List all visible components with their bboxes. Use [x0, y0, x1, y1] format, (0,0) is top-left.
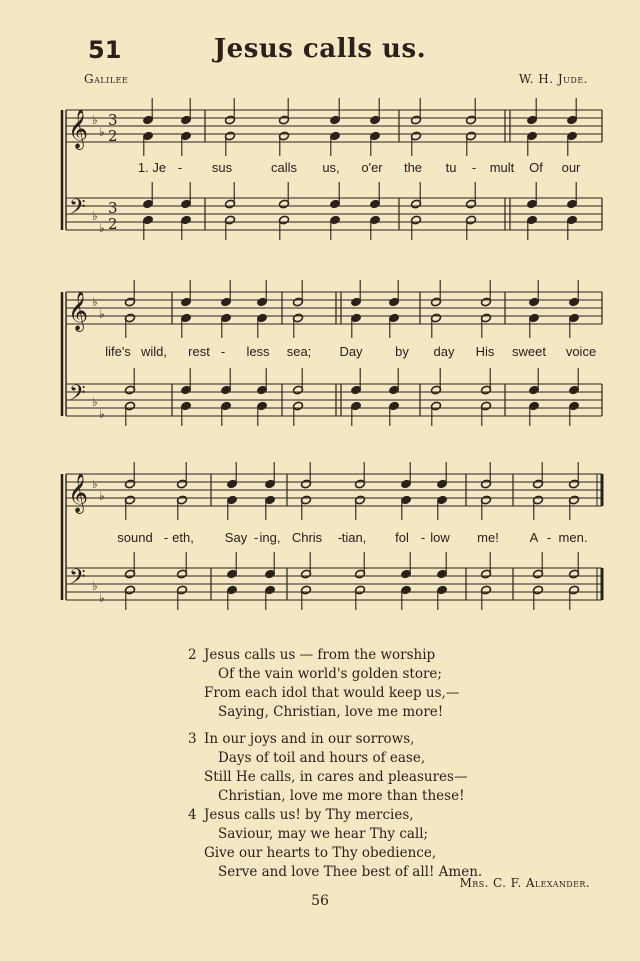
flat-sign: ♭ [99, 125, 105, 139]
lyric-syllable: sus [211, 160, 233, 175]
verse-line: Of the vain world's golden store; [218, 666, 442, 682]
flat-sign: ♭ [92, 395, 98, 409]
time-signature: 2 [108, 127, 118, 145]
flat-sign: ♭ [92, 579, 98, 593]
flat-sign: ♭ [99, 489, 105, 503]
lyric-syllable: rest [188, 344, 210, 359]
lyric-syllable: - [177, 160, 183, 175]
lyric-syllable: - [471, 160, 477, 175]
lyric-syllable: - [253, 530, 259, 545]
lyric-syllable: fol [395, 530, 409, 545]
lyric-syllable: - [337, 530, 343, 545]
treble-clef: 𝄞 [68, 473, 89, 513]
lyric-syllable: - [220, 344, 226, 359]
time-signature: 2 [108, 215, 118, 233]
lyric-syllable: day [433, 344, 455, 359]
lyric-syllable: Day [339, 344, 363, 359]
flat-sign: ♭ [99, 221, 105, 235]
lyric-syllable: men. [558, 530, 588, 545]
lyric-syllable: us, [322, 160, 340, 175]
verse-line: From each idol that would keep us,— [204, 685, 460, 701]
time-signature: 3 [108, 199, 118, 217]
lyric-syllable: our [561, 160, 581, 175]
verse-number: 3 [188, 731, 197, 747]
lyric-syllable: His [475, 344, 495, 359]
time-signature: 3 [108, 111, 118, 129]
lyric-syllable: tian, [341, 530, 367, 545]
lyric-syllable: less [246, 344, 270, 359]
bass-clef: 𝄢 [69, 381, 86, 411]
flat-sign: ♭ [92, 477, 98, 491]
lyric-syllable: sea; [286, 344, 312, 359]
flat-sign: ♭ [99, 591, 105, 605]
lyric-syllable: Of [529, 160, 543, 175]
lyric-syllable: Say [224, 530, 248, 545]
lyric-syllable: wild, [140, 344, 168, 359]
lyric-syllable: low [430, 530, 450, 545]
page-number: 56 [311, 893, 329, 909]
hymn-title: Jesus calls us. [213, 34, 427, 64]
lyric-syllable: 1. Je [137, 160, 167, 175]
tune-name: Galilee [84, 72, 129, 86]
lyric-syllable: o'er [361, 160, 383, 175]
verse-line: Days of toil and hours of ease, [218, 750, 426, 766]
verse-line: Serve and love Thee best of all! Amen. [218, 864, 483, 880]
bass-clef: 𝄢 [69, 565, 86, 595]
verse-line: Saying, Christian, love me more! [218, 704, 444, 720]
flat-sign: ♭ [92, 295, 98, 309]
lyric-syllable: life's [105, 344, 131, 359]
bass-clef: 𝄢 [69, 195, 86, 225]
lyric-syllable: by [395, 344, 409, 359]
lyrics-line-2 [0, 344, 640, 364]
verse-number: 4 [188, 807, 197, 823]
verse-line: Still He calls, in cares and pleasures— [204, 769, 468, 785]
lyric-syllable: sweet [512, 344, 546, 359]
lyric-syllable: Chris [291, 530, 323, 545]
verse-line: Saviour, may we hear Thy call; [218, 826, 429, 842]
lyric-syllable: sound [117, 530, 153, 545]
lyric-syllable: - [546, 530, 552, 545]
lyrics-line-3 [0, 530, 640, 550]
treble-clef: 𝄞 [68, 109, 89, 149]
lyric-syllable: - [420, 530, 426, 545]
lyric-syllable: calls [270, 160, 298, 175]
flat-sign: ♭ [99, 407, 105, 421]
hymn-number: 51 [88, 36, 122, 64]
lyrics-line-1 [0, 160, 640, 180]
lyric-syllable: tu [445, 160, 457, 175]
verse-line: Jesus calls us! by Thy mercies, [204, 807, 414, 823]
verse-line: Jesus calls us — from the worship [204, 647, 436, 663]
verse-line: Christian, love me more than these! [218, 788, 465, 804]
lyric-syllable: me! [477, 530, 499, 545]
lyric-syllable: mult [489, 160, 515, 175]
flat-sign: ♭ [92, 209, 98, 223]
verse-number: 2 [188, 647, 197, 663]
verse-line: In our joys and in our sorrows, [204, 731, 415, 747]
treble-clef: 𝄞 [68, 291, 89, 331]
lyric-syllable: ing, [259, 530, 281, 545]
lyric-syllable: voice [565, 344, 597, 359]
lyric-syllable: the [403, 160, 423, 175]
lyric-syllable: - [163, 530, 169, 545]
lyric-syllable: eth, [172, 530, 194, 545]
flat-sign: ♭ [92, 113, 98, 127]
lyric-syllable: A [529, 530, 539, 545]
composer-name: W. H. Jude. [518, 72, 588, 86]
verse-line: Give our hearts to Thy obedience, [204, 845, 437, 861]
flat-sign: ♭ [99, 307, 105, 321]
author-credit: Mrs. C. F. Alexander. [459, 876, 590, 890]
